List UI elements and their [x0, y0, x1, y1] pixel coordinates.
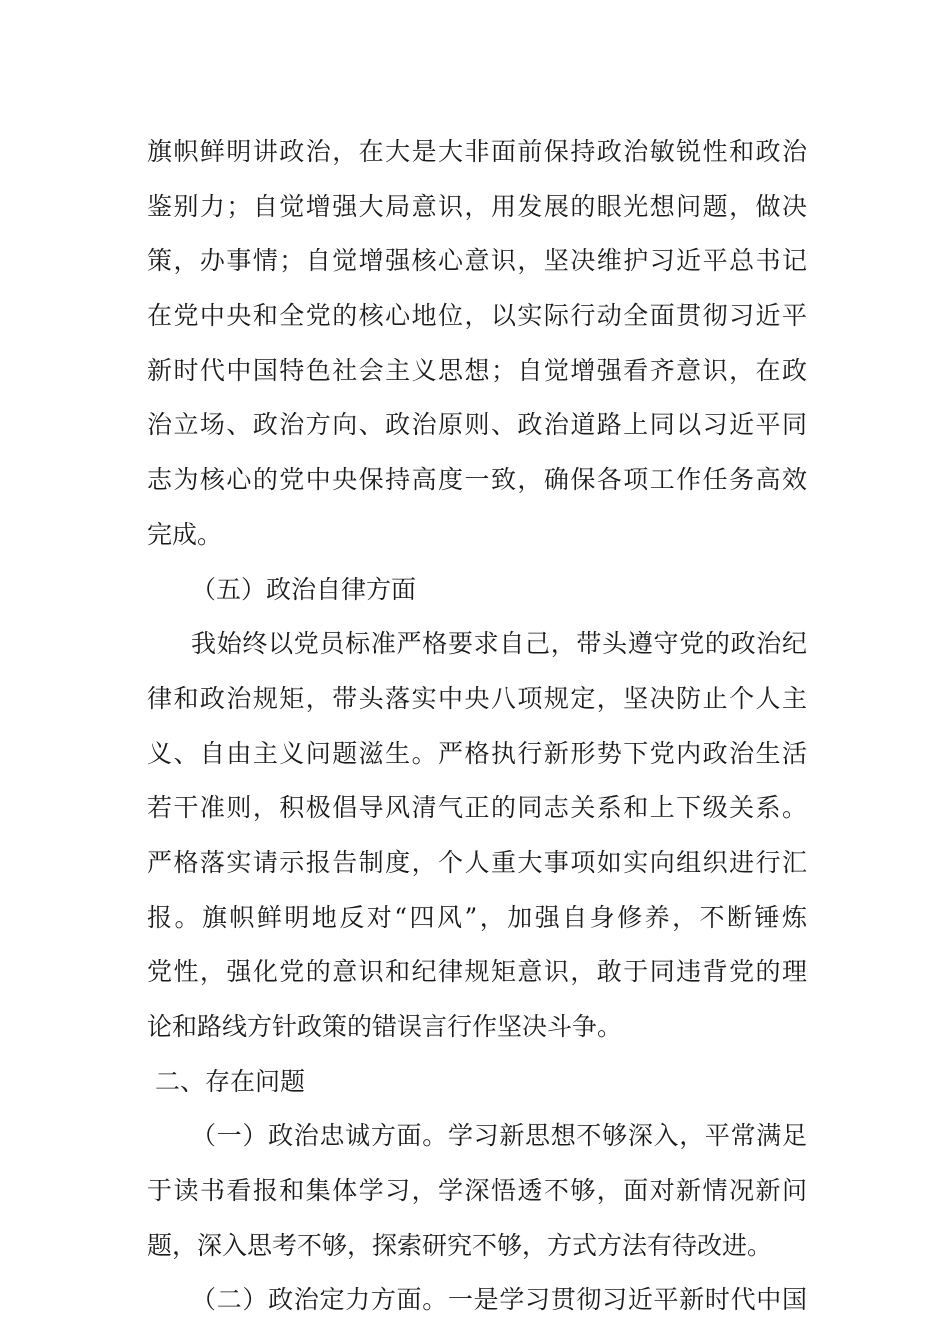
- text-line: 报。旗帜鲜明地反对“四风”，加强自身修养，不断锤炼: [147, 902, 807, 932]
- text-line: 义、自由主义问题滋生。严格执行新形势下党内政治生活: [147, 738, 807, 768]
- paragraph-self-discipline: [147, 617, 807, 1055]
- text-line: 在党中央和全党的核心地位，以实际行动全面贯彻习近平: [147, 301, 807, 331]
- text-line: 于读书看报和集体学习，学深悟透不够，面对新情况新问: [147, 1176, 807, 1206]
- text-line: 严格落实请示报告制度，个人重大事项如实向组织进行汇: [147, 847, 807, 877]
- text-line: 志为核心的党中央保持高度一致，确保各项工作任务高效: [147, 465, 807, 495]
- text-line: 策，办事情；自觉增强核心意识，坚决维护习近平总书记: [147, 246, 807, 276]
- text-line: 论和路线方针政策的错误言行作坚决斗争。: [147, 1012, 623, 1041]
- paragraph-political-loyalty: [147, 1109, 807, 1273]
- text-line: 治立场、政治方向、政治原则、政治道路上同以习近平同: [147, 410, 807, 440]
- text-line: 鉴别力；自觉增强大局意识，用发展的眼光想问题，做决: [147, 191, 807, 221]
- section-heading-existing-problems: 二、存在问题: [155, 1066, 306, 1096]
- section-heading-self-discipline: （五）政治自律方面: [191, 574, 417, 604]
- text-line: 题，深入思考不够，探索研究不够，方式方法有待改进。: [147, 1230, 773, 1260]
- paragraph-political-steadiness: [147, 1273, 807, 1328]
- text-line: 若干准则，积极倡导风清气正的同志关系和上下级关系。: [147, 793, 807, 823]
- text-line: （二）政治定力方面。一是学习贯彻习近平新时代中国: [191, 1285, 807, 1315]
- text-line: 律和政治规矩，带头落实中央八项规定，坚决防止个人主: [147, 683, 807, 713]
- text-line: （一）政治忠诚方面。学习新思想不够深入，平常满足: [191, 1121, 807, 1151]
- text-line: 我始终以党员标准严格要求自己，带头遵守党的政治纪: [191, 629, 807, 659]
- paragraph-political-awareness: [147, 125, 807, 563]
- document-body: [147, 125, 807, 1328]
- text-line: 新时代中国特色社会主义思想；自觉增强看齐意识，在政: [147, 355, 807, 385]
- text-line: 旗帜鲜明讲政治，在大是大非面前保持政治敏锐性和政治: [147, 137, 807, 166]
- text-line: 党性，强化党的意识和纪律规矩意识，敢于同违背党的理: [147, 957, 807, 987]
- text-line: 完成。: [147, 519, 223, 549]
